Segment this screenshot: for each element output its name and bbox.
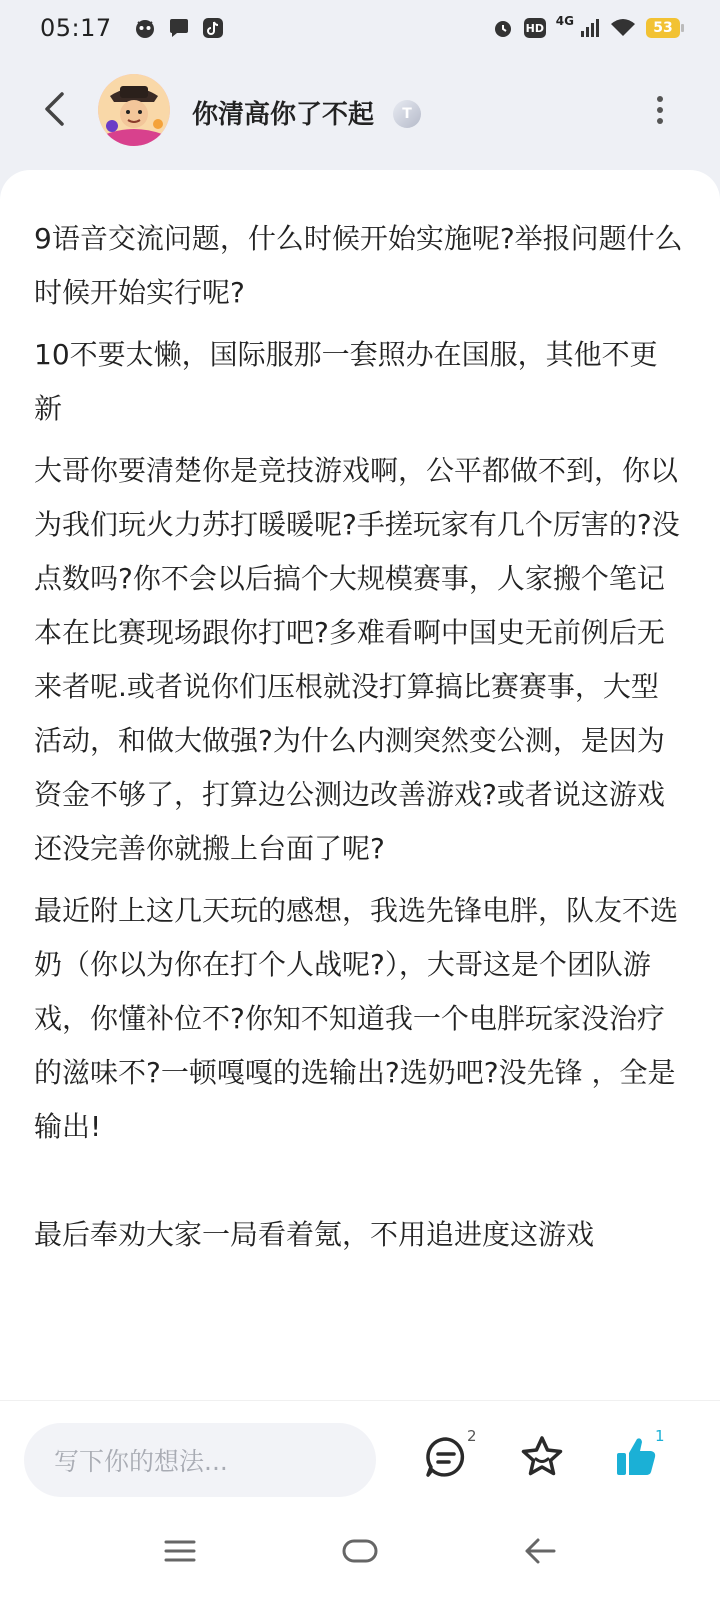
hd-badge: HD: [524, 18, 546, 38]
more-vertical-icon: [656, 95, 664, 129]
paragraph: 大哥你要清楚你是竞技游戏啊，公平都做不到，你以为我们玩火力苏打暖暖呢?手搓玩家有几个厉害的?没点数吗?你不会以后搞个大规模赛事，人家搬个笔记本在比赛现场跟你打吧?多难看啊中国史无前例后无来者呢.或者说你们压根就没打算搞比赛赛事，大型活动，和做大做强?为什么内测突然变公测，是因为资金不够了，打算边公测边改善游戏?或者说这游戏还没完善你就搬上台面了呢?: [34, 454, 680, 865]
network-type: 4G: [555, 14, 574, 28]
back-button[interactable]: [32, 86, 76, 136]
app-notification-icon: [134, 18, 156, 38]
bottom-action-bar: [0, 1400, 720, 1511]
post-header: [0, 56, 720, 166]
battery-indicator: 53: [646, 18, 680, 38]
system-nav-bar: [0, 1510, 720, 1600]
alarm-icon: [492, 17, 514, 39]
author-avatar[interactable]: [98, 74, 170, 146]
author-level-badge: T: [393, 100, 421, 128]
tiktok-icon: [202, 17, 224, 39]
content-fade: [0, 1370, 720, 1400]
comment-button[interactable]: [418, 1431, 474, 1487]
message-icon: [168, 18, 190, 38]
post-content[interactable]: [0, 170, 720, 1400]
author-name[interactable]: 你清高你了不起: [192, 100, 375, 130]
paragraph: 最后奉劝大家一局看着氪，不用追进度这游戏: [34, 1218, 595, 1251]
star-icon: [519, 1434, 565, 1484]
signal-icon: [580, 19, 600, 37]
home-pill-icon: [342, 1539, 378, 1567]
status-right: [492, 0, 680, 56]
chevron-left-icon: [42, 91, 66, 131]
post-body: [34, 212, 684, 1270]
arrow-left-icon: [524, 1537, 556, 1569]
comment-count: 2: [467, 1427, 477, 1445]
comment-bubble-icon: [424, 1435, 468, 1483]
recent-apps-button[interactable]: [150, 1528, 210, 1578]
wifi-icon: [610, 18, 636, 38]
status-bar: [0, 0, 720, 56]
home-button[interactable]: [330, 1528, 390, 1578]
status-time: 05:17: [40, 14, 112, 42]
paragraph: 10不要太懒，国际服那一套照办在国服，其他不更新: [34, 338, 658, 425]
system-back-button[interactable]: [510, 1528, 570, 1578]
comment-input[interactable]: 写下你的想法...: [24, 1423, 376, 1497]
notification-icons: [134, 17, 224, 39]
more-options-button[interactable]: [640, 90, 680, 134]
thumbs-up-icon: [613, 1434, 659, 1484]
favorite-button[interactable]: [514, 1431, 570, 1487]
like-count: 1: [655, 1427, 665, 1445]
menu-lines-icon: [164, 1539, 196, 1567]
paragraph: 最近附上这几天玩的感想，我选先锋电胖，队友不选奶（你以为你在打个人战呢?），大哥这是个团队游戏，你懂补位不?你知不知道我一个电胖玩家没治疗的滋味不?一顿嘎嘎的选输出?选奶吧?没先锋 ，全是输出!: [34, 894, 679, 1143]
paragraph: 9语音交流问题，什么时候开始实施呢?举报问题什么时候开始实行呢?: [34, 222, 683, 309]
